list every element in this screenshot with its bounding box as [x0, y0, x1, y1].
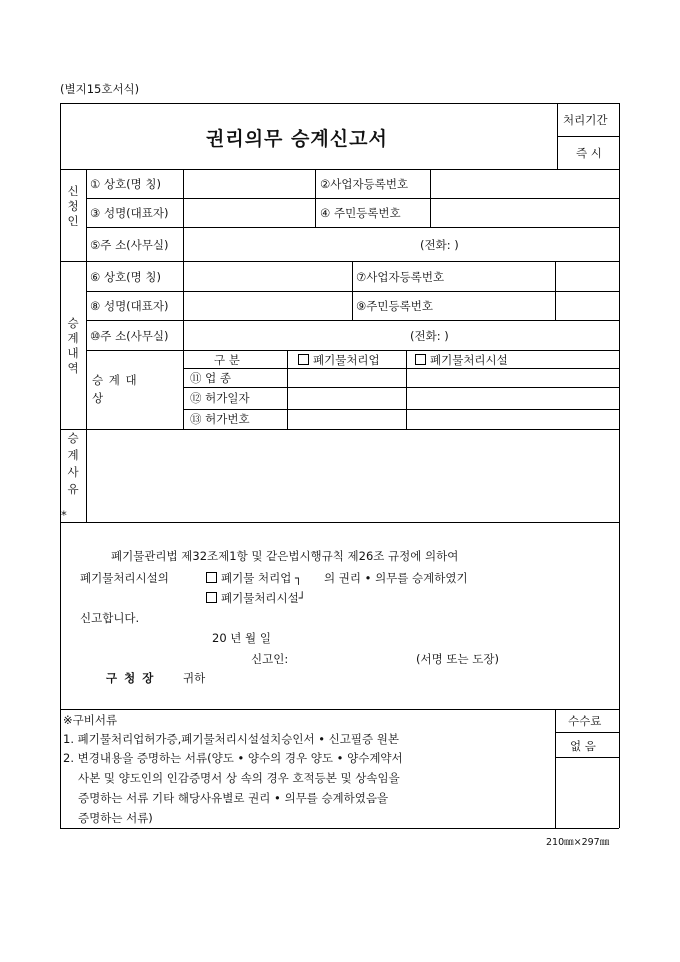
permit-date-label: ⑫ 허가일자	[190, 391, 250, 405]
statement-line-1: 폐기물관리법 제32조제1항 및 같은법시행규칙 제26조 규정에 의하여	[111, 549, 459, 563]
statement-option-facility-label: 폐기물처리시설	[221, 591, 299, 605]
permit-number-label: ⑬ 허가번호	[190, 412, 250, 426]
reporter-label: 신고인:	[251, 652, 289, 666]
option-waste-facility-label: 폐기물처리시설	[430, 353, 508, 367]
checkbox-waste-facility[interactable]	[415, 354, 426, 365]
successor-biz-reg-field[interactable]	[556, 262, 618, 290]
permit-number-field-1[interactable]	[288, 410, 405, 428]
successor-address-field[interactable]	[184, 321, 404, 349]
applicant-resident-no-field[interactable]	[431, 199, 618, 226]
processing-period-label: 처리기간	[563, 113, 608, 127]
option-waste-business-label: 폐기물처리업	[313, 353, 380, 367]
succession-reason-label: 승계사유	[67, 431, 79, 496]
successor-trade-name-label: ⑥ 상호(명 칭)	[90, 270, 162, 284]
recipient-title: 구 청 장	[106, 671, 154, 685]
required-docs-header: ※구비서류	[63, 713, 118, 727]
bracket-bottom: ┘	[298, 591, 306, 605]
successor-biz-reg-label: ⑦사업자등록번호	[356, 270, 445, 284]
succession-reason-field[interactable]	[87, 430, 618, 521]
statement-line-2-prefix: 폐기물처리시설의	[80, 571, 169, 585]
applicant-address-field[interactable]	[184, 228, 414, 260]
successor-name-label: ⑧ 성명(대표자)	[90, 299, 169, 313]
successor-name-field[interactable]	[184, 292, 351, 319]
permit-date-field-1[interactable]	[288, 388, 405, 408]
statement-line-2-suffix: 의 권리 • 의무를 승계하였기	[324, 571, 468, 585]
required-doc-1: 1. 폐기물처리업허가증,폐기물처리시설설치승인서 • 신고필증 원본	[63, 732, 399, 746]
checkbox-waste-business[interactable]	[298, 354, 309, 365]
form-reference: (별지15호서식)	[60, 82, 140, 96]
successor-resident-no-field[interactable]	[556, 292, 618, 319]
succession-target-label-cont: 상	[92, 391, 104, 405]
statement-line-4: 신고합니다.	[80, 611, 140, 625]
applicant-name-label: ③ 성명(대표자)	[90, 206, 169, 220]
applicant-biz-reg-label: ②사업자등록번호	[320, 177, 409, 191]
successor-section-label: 승계내역	[67, 316, 79, 375]
applicant-name-field[interactable]	[184, 199, 314, 226]
permit-date-field-2[interactable]	[407, 388, 618, 408]
business-type-field-2[interactable]	[407, 369, 618, 386]
fee-label: 수수료	[568, 714, 602, 728]
bracket-top: ┐	[291, 571, 302, 585]
processing-period-value: 즉 시	[576, 146, 602, 160]
form-title: 권리의무 승계신고서	[206, 128, 388, 150]
statement-option-facility[interactable]	[206, 591, 306, 605]
applicant-trade-name-field[interactable]	[184, 170, 314, 197]
recipient-suffix: 귀하	[183, 671, 206, 685]
required-doc-2-line-4: 증명하는 서류)	[78, 811, 153, 825]
statement-option-business-label: 폐기물 처리업	[221, 571, 292, 585]
statement-checkbox-business[interactable]	[206, 572, 217, 583]
statement-checkbox-facility[interactable]	[206, 592, 217, 603]
required-doc-2-line-2: 사본 및 양도인의 인감증명서 상 속의 경우 호적등본 및 상속임을	[78, 771, 400, 785]
applicant-address-label: ⑤주 소(사무실)	[90, 238, 169, 252]
signature-note: (서명 또는 도장)	[416, 652, 499, 666]
applicant-trade-name-label: ① 상호(명 칭)	[90, 177, 162, 191]
successor-trade-name-field[interactable]	[184, 262, 351, 290]
reason-note-mark: *	[61, 508, 67, 522]
applicant-section-label: 신청인	[67, 184, 79, 228]
applicant-phone-label: (전화: )	[420, 238, 459, 252]
paper-size: 210㎜×297㎜	[546, 837, 610, 848]
business-type-field-1[interactable]	[288, 369, 405, 386]
permit-number-field-2[interactable]	[407, 410, 618, 428]
statement-option-business[interactable]	[206, 571, 302, 585]
applicant-biz-reg-field[interactable]	[431, 170, 618, 197]
successor-resident-no-label: ⑨주민등록번호	[356, 299, 433, 313]
division-label: 구 분	[214, 353, 240, 367]
succession-target-label: 승 계 대	[92, 373, 137, 387]
option-waste-business[interactable]	[298, 353, 380, 367]
applicant-resident-no-label: ④ 주민등록번호	[320, 206, 401, 220]
option-waste-facility[interactable]	[415, 353, 508, 367]
required-doc-2-line-3: 증명하는 서류 기타 해당사유별로 권리 • 의무를 승계하였음을	[78, 791, 389, 805]
business-type-label: ⑪ 업 종	[190, 371, 232, 385]
required-doc-2-line-1: 2. 변경내용을 증명하는 서류(양도 • 양수의 경우 양도 • 양수계약서	[63, 751, 403, 765]
fee-value: 없 음	[570, 739, 596, 753]
report-date: 20 년 월 일	[212, 631, 271, 645]
successor-address-label: ⑩주 소(사무실)	[90, 329, 169, 343]
successor-phone-label: (전화: )	[410, 329, 449, 343]
